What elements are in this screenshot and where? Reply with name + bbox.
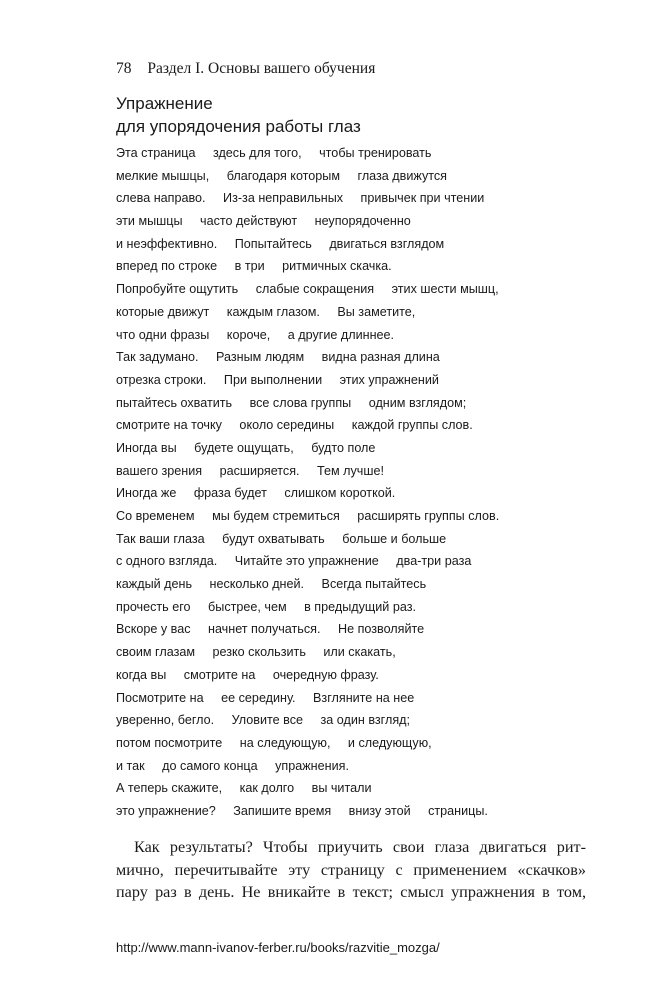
- footer-url[interactable]: http://www.mann-ivanov-ferber.ru/books/razvitie_mozga/: [116, 940, 440, 955]
- exercise-title-line-1: Упражнение: [116, 94, 213, 113]
- paragraph-line: мично, перечитывайте эту страницу с применением «скачков»: [116, 860, 586, 879]
- exercise-line: с одного взгляда. Читайте это упражнение два-три раза: [116, 554, 472, 569]
- exercise-line: Вскоре у вас начнет получаться. Не позволяйте: [116, 622, 425, 637]
- exercise-line: пытайтесь охватить все слова группы одним взглядом;: [116, 395, 467, 410]
- paragraph-line: Как результаты? Чтобы приучить свои глаза двигаться рит-: [134, 838, 586, 856]
- exercise-line: и неэффективно. Попытайтесь двигаться взглядом: [116, 236, 445, 251]
- exercise-line: Так ваши глаза будут охватывать больше и больше: [116, 531, 447, 546]
- exercise-line: Посмотрите на ее середину. Взгляните на нее: [116, 690, 415, 705]
- exercise-line: уверенно, бегло. Уловите все за один взгляд;: [116, 713, 410, 728]
- exercise-line: Так задумано. Разным людям видна разная длина: [116, 350, 440, 365]
- exercise-line: прочесть его быстрее, чем в предыдущий раз.: [116, 599, 416, 614]
- exercise-line: Иногда вы будете ощущать, будто поле: [116, 440, 376, 455]
- exercise-line: Со временем мы будем стремиться расширять группы слов.: [116, 509, 500, 523]
- exercise-line: Попробуйте ощутить слабые сокращения этих шести мышц,: [116, 282, 499, 297]
- exercise-line: вашего зрения расширяется. Тем лучше!: [116, 463, 384, 478]
- exercise-line: отрезка строки. При выполнении этих упражнений: [116, 372, 439, 387]
- page-number: 78: [116, 60, 132, 77]
- exercise-line: вперед по строке в три ритмичных скачка.: [116, 259, 392, 274]
- running-header: [116, 60, 375, 78]
- exercise-title-line-2: для упорядочения работы глаз: [116, 117, 361, 136]
- exercise-line: это упражнение? Запишите время внизу этой страницы.: [116, 803, 488, 818]
- exercise-line: эти мышцы часто действуют неупорядоченно: [116, 214, 411, 229]
- exercise-title: [116, 92, 361, 138]
- exercise-line: каждый день несколько дней. Всегда пытайтесь: [116, 577, 427, 592]
- exercise-line: и так до самого конца упражнения.: [116, 758, 349, 773]
- exercise-line: своим глазам резко скользить или скакать,: [116, 645, 396, 660]
- exercise-line: когда вы смотрите на очередную фразу.: [116, 667, 379, 682]
- paragraph-line: пару раз в день. Не вникайте в текст; смысл упражнения в том,: [116, 883, 586, 901]
- exercise-line: Иногда же фраза будет слишком короткой.: [116, 486, 396, 501]
- body-paragraph: [116, 836, 586, 904]
- exercise-line: А теперь скажите, как долго вы читали: [116, 781, 372, 796]
- exercise-text: [116, 142, 499, 823]
- exercise-line: что одни фразы короче, а другие длиннее.: [116, 327, 395, 342]
- exercise-line: потом посмотрите на следующую, и следующую,: [116, 735, 432, 750]
- exercise-line: которые движут каждым глазом. Вы заметите,: [116, 304, 416, 319]
- exercise-line: смотрите на точку около середины каждой группы слов.: [116, 418, 473, 433]
- section-title: Раздел I. Основы вашего обучения: [147, 60, 376, 77]
- exercise-line: слева направо. Из-за неправильных привычек при чтении: [116, 191, 485, 206]
- exercise-line: Эта страница здесь для того, чтобы тренировать: [116, 146, 432, 160]
- exercise-line: мелкие мышцы, благодаря которым глаза движутся: [116, 168, 447, 183]
